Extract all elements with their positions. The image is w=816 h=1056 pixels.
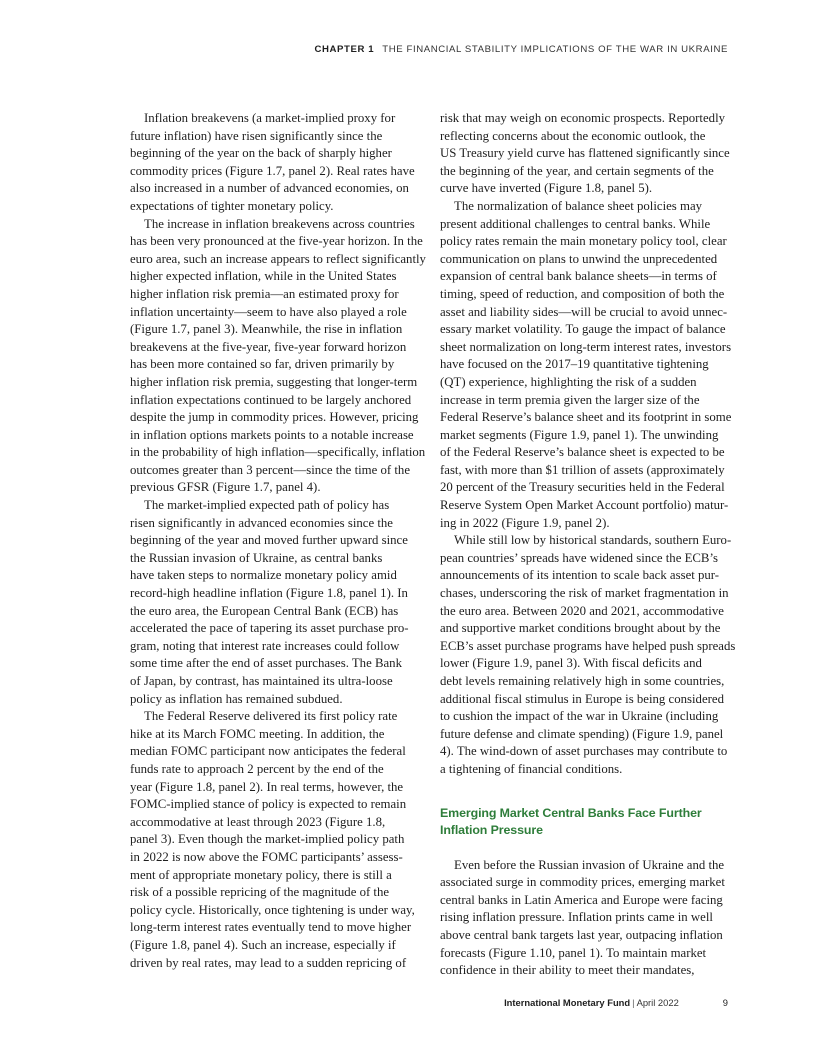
text-line: increase in term premia given the larger size of the xyxy=(440,392,700,407)
left-column xyxy=(130,110,426,972)
right-column xyxy=(440,110,736,980)
text-line: Reserve System Open Market Account portfolio) matur- xyxy=(440,498,729,513)
text-line: rising inflation pressure. Inflation prints came in well xyxy=(440,910,713,925)
text-line: euro area, such an increase appears to reflect significantly xyxy=(130,251,426,266)
text-line: commodity prices (Figure 1.7, panel 2). Real rates have xyxy=(130,163,415,178)
text-line: policy as inflation has remained subdued. xyxy=(130,691,343,706)
text-line: in 2022 is now above the FOMC participants’ assess- xyxy=(130,849,403,864)
chapter-label: CHAPTER 1 xyxy=(314,44,375,55)
text-line: (QT) experience, highlighting the risk of a sudden xyxy=(440,374,697,389)
text-line: pean countries’ spreads have widened since the ECB’s xyxy=(440,550,719,565)
text-line: previous GFSR (Figure 1.7, panel 4). xyxy=(130,480,321,495)
text-line: asset and liability sides—will be crucial to avoid unnec- xyxy=(440,304,728,319)
text-line: curve have inverted (Figure 1.8, panel 5). xyxy=(440,181,653,196)
text-line: chases, underscoring the risk of market fragmentation in xyxy=(440,586,729,601)
text-line: year (Figure 1.8, panel 2). In real terms, however, the xyxy=(130,779,404,794)
text-line: ment of appropriate monetary policy, there is still a xyxy=(130,867,392,882)
section-body xyxy=(440,857,728,980)
text-line: Inflation breakevens (a market-implied proxy for xyxy=(144,111,396,125)
text-line: present additional challenges to central banks. While xyxy=(440,216,711,231)
text-line: While still low by historical standards, southern Euro- xyxy=(454,533,732,548)
text-line: the euro area, the European Central Bank (ECB) has xyxy=(130,603,399,618)
text-line: hike at its March FOMC meeting. In addition, the xyxy=(130,726,385,741)
section-heading-line: Emerging Market Central Banks Face Further xyxy=(440,805,702,820)
text-line: expectations of tighter monetary policy. xyxy=(130,198,334,213)
text-line: inflation uncertainty—seem to have also played a role xyxy=(130,304,407,319)
text-line: the Russian invasion of Ukraine, as central banks xyxy=(130,550,383,565)
text-line: above central bank targets last year, outpacing inflation xyxy=(440,927,723,942)
text-line: communication on plans to unwind the unprecedented xyxy=(440,251,718,266)
text-line: panel 3). Even though the market-implied policy path xyxy=(130,832,405,847)
text-line: of Japan, by contrast, has maintained its ultra-loose xyxy=(130,674,393,688)
page-footer xyxy=(504,997,728,1008)
text-line: additional fiscal stimulus in Europe is being considered xyxy=(440,691,724,706)
text-line: The market-implied expected path of policy has xyxy=(144,498,390,513)
text-line: Even before the Russian invasion of Ukraine and the xyxy=(454,857,725,872)
text-line: 4). The wind-down of asset purchases may contribute to xyxy=(440,744,728,759)
footer-publisher: International Monetary Fund xyxy=(504,997,631,1008)
text-line: accommodative at least through 2023 (Figure 1.8, xyxy=(130,814,386,829)
text-line: forecasts (Figure 1.10, panel 1). To maintain market xyxy=(440,945,707,960)
text-line: beginning of the year on the back of sharply higher xyxy=(130,146,392,161)
running-header xyxy=(314,44,728,55)
text-line: risk that may weigh on economic prospects. Reportedly xyxy=(440,111,726,125)
text-line: reflecting concerns about the economic outlook, the xyxy=(440,128,706,143)
text-line: sheet normalization on long-term interest rates, investors xyxy=(440,339,732,354)
text-line: The Federal Reserve delivered its first policy rate xyxy=(144,709,398,724)
text-line: have taken steps to normalize monetary policy amid xyxy=(130,568,397,583)
text-line: The normalization of balance sheet policies may xyxy=(454,198,703,213)
text-line: gram, noting that interest rate increases could follow xyxy=(130,638,400,653)
text-line: lower (Figure 1.9, panel 3). With fiscal deficits and xyxy=(440,656,702,671)
text-line: a tightening of financial conditions. xyxy=(440,761,623,776)
text-line: outcomes greater than 3 percent—since the time of the xyxy=(130,462,411,477)
text-line: also increased in a number of advanced economies, on xyxy=(130,181,409,196)
text-line: has been more contained so far, driven primarily by xyxy=(130,357,395,372)
text-line: higher inflation risk premia, suggesting that longer-term xyxy=(130,374,418,389)
text-line: risen significantly in advanced economies since the xyxy=(130,515,393,530)
text-line: long-term interest rates eventually tend to move higher xyxy=(130,920,412,935)
text-line: (Figure 1.8, panel 4). Such an increase, especially if xyxy=(130,937,396,952)
text-line: and supportive market conditions brought about by the xyxy=(440,621,721,636)
text-line: the euro area. Between 2020 and 2021, accommodative xyxy=(440,603,724,618)
text-line: 20 percent of the Treasury securities held in the Federal xyxy=(440,480,725,495)
text-line: confidence in their ability to meet their mandates, xyxy=(440,963,695,978)
text-line: in the probability of high inflation—specifically, inflation xyxy=(130,445,426,460)
text-line: to cushion the impact of the war in Ukraine (including xyxy=(440,709,719,724)
text-line: central banks in Latin America and Europe were facing xyxy=(440,892,723,907)
page-number: 9 xyxy=(722,997,728,1008)
text-line: future defense and climate spending) (Figure 1.9, panel xyxy=(440,726,724,741)
text-line: (Figure 1.7, panel 3). Meanwhile, the rise in inflation xyxy=(130,322,403,337)
text-line: higher expected inflation, while in the United States xyxy=(130,269,397,284)
chapter-title: THE FINANCIAL STABILITY IMPLICATIONS OF THE WAR IN UKRAINE xyxy=(382,44,728,55)
text-line: ing in 2022 (Figure 1.9, panel 2). xyxy=(440,515,610,530)
text-line: inflation expectations continued to be largely anchored xyxy=(130,392,412,407)
text-line: accelerated the pace of tapering its asset purchase pro- xyxy=(130,621,409,636)
text-line: future inflation) have risen significantly since the xyxy=(130,128,383,143)
text-line: record-high headline inflation (Figure 1.8, panel 1). In xyxy=(130,586,408,601)
text-line: announcements of its intention to scale back asset pur- xyxy=(440,568,720,583)
text-line: higher inflation risk premia—an estimated proxy for xyxy=(130,286,399,301)
footer-date: April 2022 xyxy=(636,997,679,1008)
text-line: US Treasury yield curve has flattened significantly since xyxy=(440,146,730,161)
text-line: The increase in inflation breakevens across countries xyxy=(144,216,415,231)
text-line: essary market volatility. To gauge the impact of balance xyxy=(440,322,726,337)
text-line: of the Federal Reserve’s balance sheet is expected to be xyxy=(440,445,725,460)
text-line: in inflation options markets points to a notable increase xyxy=(130,427,414,442)
footer-separator: | xyxy=(632,997,635,1008)
text-line: despite the jump in commodity prices. However, pricing xyxy=(130,410,419,425)
text-line: ECB’s asset purchase programs have helped push spreads xyxy=(440,638,736,653)
text-line: policy rates remain the main monetary policy tool, clear xyxy=(440,234,727,249)
text-line: the beginning of the year, and certain segments of the xyxy=(440,163,714,178)
text-line: have focused on the 2017–19 quantitative tightening xyxy=(440,357,709,372)
right-column-body xyxy=(440,110,736,779)
text-line: Federal Reserve’s balance sheet and its footprint in some xyxy=(440,410,732,425)
text-line: fast, with more than $1 trillion of assets (approximately xyxy=(440,462,725,477)
section-heading xyxy=(440,805,728,839)
section-heading-line: Inflation Pressure xyxy=(440,822,543,837)
text-line: funds rate to approach 2 percent by the end of the xyxy=(130,761,384,776)
text-line: market segments (Figure 1.9, panel 1). The unwinding xyxy=(440,427,719,442)
text-line: beginning of the year and moved further upward since xyxy=(130,533,408,548)
text-line: timing, speed of reduction, and composition of both the xyxy=(440,286,725,301)
text-line: associated surge in commodity prices, emerging market xyxy=(440,875,725,890)
text-line: risk of a possible repricing of the magnitude of the xyxy=(130,885,390,900)
text-line: FOMC-implied stance of policy is expected to remain xyxy=(130,797,407,812)
text-line: has been very pronounced at the five-year horizon. In the xyxy=(130,234,423,249)
text-line: expansion of central bank balance sheets—in terms of xyxy=(440,269,717,284)
text-line: debt levels remaining relatively high in some countries, xyxy=(440,674,725,688)
text-line: breakevens at the five-year, five-year forward horizon xyxy=(130,339,407,354)
text-line: some time after the end of asset purchases. The Bank xyxy=(130,656,402,671)
text-line: policy cycle. Historically, once tightening is under way, xyxy=(130,902,415,917)
text-line: driven by real rates, may lead to a sudden repricing of xyxy=(130,955,407,970)
text-line: median FOMC participant now anticipates the federal xyxy=(130,744,406,759)
